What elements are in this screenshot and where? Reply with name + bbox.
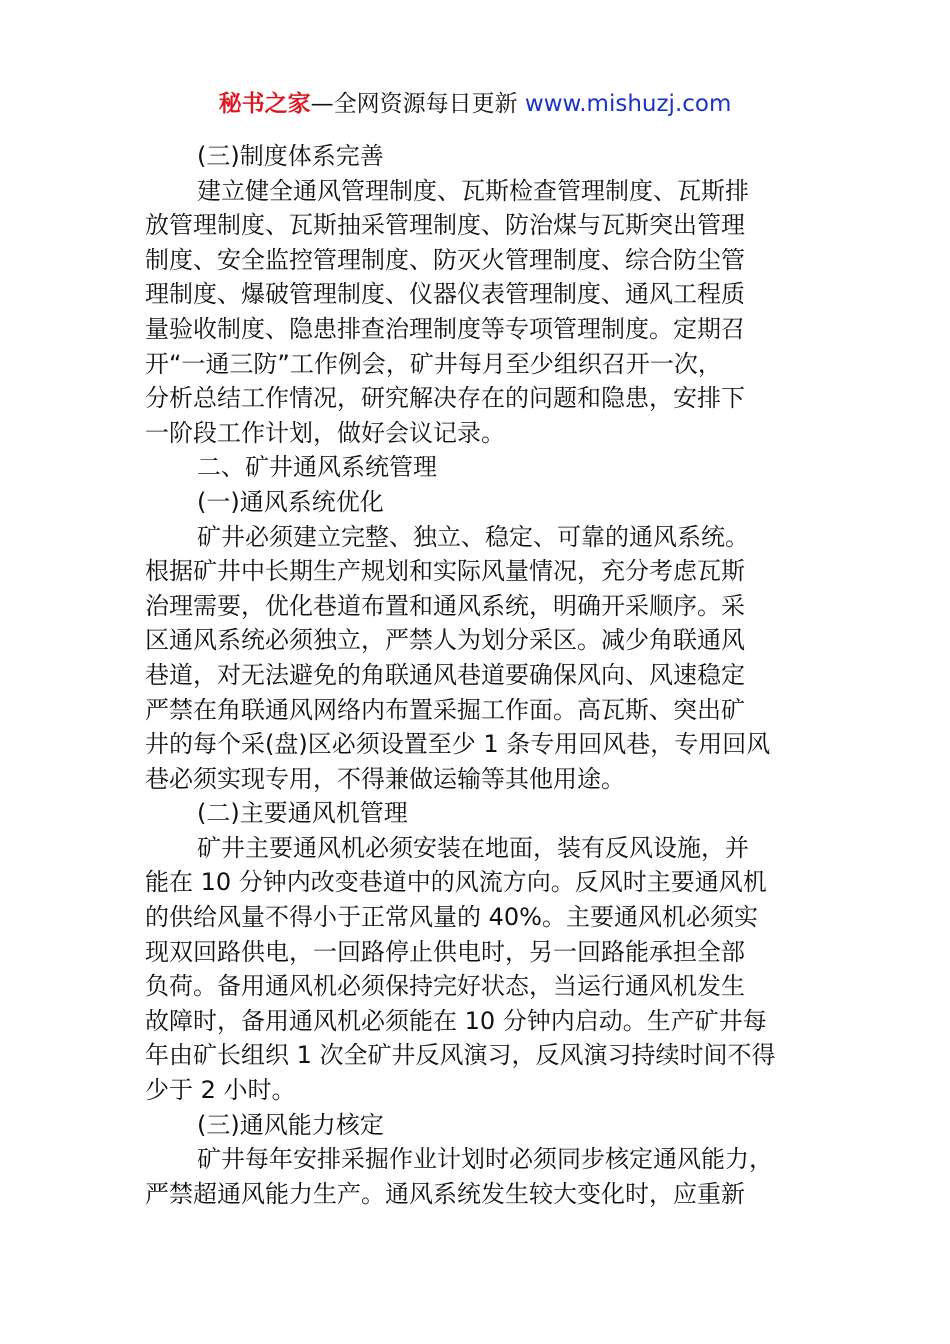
site-url-link[interactable]: www.mishuzj.com [524,91,732,117]
text-line: 二、矿井通风系统管理 [197,453,437,482]
text-line: 分析总结工作情况，研究解决存在的问题和隐患，安排下 [145,384,745,413]
text-line: 理制度、爆破管理制度、仪器仪表管理制度、通风工程质 [145,280,745,309]
text-line: (一)通风系统优化 [197,487,384,516]
text-line: 治理需要，优化巷道布置和通风系统，明确开采顺序。采 [145,591,745,620]
text-line: (二)主要通风机管理 [197,799,408,828]
site-header [0,86,950,122]
text-line: 量验收制度、隐患排查治理制度等专项管理制度。定期召 [145,314,745,343]
site-tagline: —全网资源每日更新 [310,91,525,117]
text-line: (三)制度体系完善 [197,142,384,170]
text-line: 巷必须实现专用，不得兼做运输等其他用途。 [145,764,625,793]
text-line: 井的每个采(盘)区必须设置至少 1 条专用回风巷，专用回风 [145,730,771,759]
text-line: 少于 2 小时。 [145,1076,296,1105]
site-brand: 秘书之家 [218,91,311,117]
text-line: 放管理制度、瓦斯抽采管理制度、防治煤与瓦斯突出管理 [145,211,745,240]
text-line: 制度、安全监控管理制度、防灭火管理制度、综合防尘管 [145,245,745,274]
text-line: 建立健全通风管理制度、瓦斯检查管理制度、瓦斯排 [197,176,749,205]
text-line: 的供给风量不得小于正常风量的 40%。主要通风机必须实 [145,903,758,932]
text-line: 矿井每年安排采掘作业计划时必须同步核定通风能力， [197,1145,773,1174]
text-line: 根据矿井中长期生产规划和实际风量情况，充分考虑瓦斯 [145,557,745,586]
text-line: 一阶段工作计划，做好会议记录。 [145,418,505,447]
text-line: 严禁超通风能力生产。通风系统发生较大变化时，应重新 [145,1179,745,1208]
text-line: 矿井主要通风机必须安装在地面，装有反风设施，并 [197,833,749,862]
text-line: 区通风系统必须独立，严禁人为划分采区。减少角联通风 [145,626,745,655]
text-line: 能在 10 分钟内改变巷道中的风流方向。反风时主要通风机 [145,868,767,897]
text-line: 负荷。备用通风机必须保持完好状态，当运行通风机发生 [145,972,745,1001]
text-line: 巷道，对无法避免的角联通风巷道要确保风向、风速稳定 [145,660,745,689]
text-line: (三)通风能力核定 [197,1110,384,1139]
document-body [145,139,810,1211]
text-line: 矿井必须建立完整、独立、稳定、可靠的通风系统。 [197,522,749,551]
text-line: 现双回路供电，一回路停止供电时，另一回路能承担全部 [145,937,745,966]
text-line: 故障时，备用通风机必须能在 10 分钟内启动。生产矿井每 [145,1006,767,1035]
text-line: 严禁在角联通风网络内布置采掘工作面。高瓦斯、突出矿 [145,695,745,724]
text-line: 开“一通三防”工作例会，矿井每月至少组织召开一次， [145,349,722,378]
text-line: 年由矿长组织 1 次全矿井反风演习，反风演习持续时间不得 [145,1041,776,1070]
